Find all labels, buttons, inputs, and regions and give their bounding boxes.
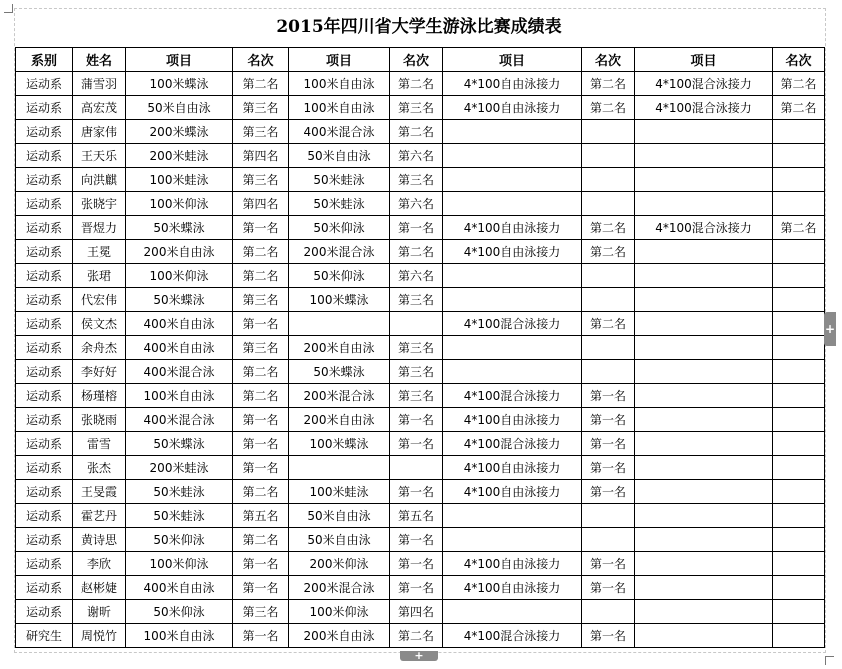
cell-event-2[interactable] — [289, 456, 390, 480]
cell-rank-4[interactable] — [773, 480, 825, 504]
cell-event-4[interactable] — [635, 624, 773, 648]
table-row — [16, 168, 825, 192]
add-row-button[interactable] — [400, 651, 438, 661]
cell-event-4[interactable] — [635, 264, 773, 288]
cell-event-1[interactable]: 50米蝶泳 — [126, 288, 233, 312]
cell-department[interactable]: 运动系 — [16, 384, 73, 408]
cell-name[interactable]: 李欣 — [73, 552, 126, 576]
cell-event-4[interactable] — [635, 480, 773, 504]
cell-event-2[interactable]: 100米自由泳 — [289, 72, 390, 96]
table-row — [16, 480, 825, 504]
cell-rank-2[interactable]: 第一名 — [390, 480, 443, 504]
cell-name[interactable]: 雷雪 — [73, 432, 126, 456]
cell-rank-1[interactable]: 第一名 — [233, 456, 289, 480]
table-row — [16, 624, 825, 648]
cell-event-4[interactable]: 4*100混合泳接力 — [635, 216, 773, 240]
cell-department[interactable]: 运动系 — [16, 120, 73, 144]
cell-rank-2[interactable]: 第二名 — [390, 624, 443, 648]
cell-event-2[interactable]: 100米蛙泳 — [289, 480, 390, 504]
table-row — [16, 336, 825, 360]
cell-rank-2[interactable]: 第一名 — [390, 552, 443, 576]
page-corner-mark — [4, 4, 13, 13]
cell-event-1[interactable]: 50米仰泳 — [126, 600, 233, 624]
cell-name[interactable]: 张晓雨 — [73, 408, 126, 432]
table-row — [16, 216, 825, 240]
cell-rank-3[interactable]: 第一名 — [582, 480, 635, 504]
cell-event-4[interactable] — [635, 504, 773, 528]
cell-event-4[interactable] — [635, 576, 773, 600]
cell-event-2[interactable]: 200米自由泳 — [289, 408, 390, 432]
cell-name[interactable]: 唐家伟 — [73, 120, 126, 144]
cell-department[interactable]: 运动系 — [16, 336, 73, 360]
cell-department[interactable]: 运动系 — [16, 408, 73, 432]
cell-event-4[interactable]: 4*100混合泳接力 — [635, 72, 773, 96]
cell-rank-2[interactable]: 第一名 — [390, 432, 443, 456]
cell-rank-2[interactable]: 第一名 — [390, 576, 443, 600]
cell-event-1[interactable]: 200米蛙泳 — [126, 144, 233, 168]
cell-event-3[interactable]: 4*100混合泳接力 — [443, 384, 582, 408]
cell-rank-2[interactable]: 第一名 — [390, 528, 443, 552]
cell-event-3[interactable]: 4*100自由泳接力 — [443, 576, 582, 600]
cell-event-2[interactable]: 100米蝶泳 — [289, 432, 390, 456]
cell-rank-3[interactable] — [582, 504, 635, 528]
cell-rank-3[interactable]: 第一名 — [582, 408, 635, 432]
cell-event-4[interactable] — [635, 336, 773, 360]
cell-event-1[interactable]: 100米仰泳 — [126, 192, 233, 216]
cell-event-4[interactable] — [635, 192, 773, 216]
cell-department[interactable]: 运动系 — [16, 192, 73, 216]
cell-event-4[interactable] — [635, 168, 773, 192]
cell-event-2[interactable]: 200米混合泳 — [289, 384, 390, 408]
cell-rank-2[interactable]: 第二名 — [390, 240, 443, 264]
table-row — [16, 600, 825, 624]
cell-department[interactable]: 运动系 — [16, 432, 73, 456]
cell-rank-4[interactable]: 第二名 — [773, 96, 825, 120]
table-row — [16, 264, 825, 288]
cell-rank-4[interactable] — [773, 120, 825, 144]
cell-department[interactable]: 运动系 — [16, 288, 73, 312]
cell-event-1[interactable]: 200米蛙泳 — [126, 456, 233, 480]
cell-event-2[interactable]: 50米蝶泳 — [289, 360, 390, 384]
cell-rank-4[interactable] — [773, 312, 825, 336]
cell-event-3[interactable]: 4*100自由泳接力 — [443, 456, 582, 480]
cell-rank-3[interactable]: 第二名 — [582, 72, 635, 96]
cell-department[interactable]: 运动系 — [16, 168, 73, 192]
cell-rank-4[interactable] — [773, 456, 825, 480]
cell-rank-1[interactable]: 第五名 — [233, 504, 289, 528]
table-row — [16, 552, 825, 576]
cell-name[interactable]: 代宏伟 — [73, 288, 126, 312]
cell-event-1[interactable]: 50米蝶泳 — [126, 432, 233, 456]
cell-event-1[interactable]: 100米自由泳 — [126, 384, 233, 408]
cell-rank-2[interactable]: 第五名 — [390, 504, 443, 528]
header-name: 姓名 — [73, 48, 126, 72]
cell-event-3[interactable] — [443, 168, 582, 192]
cell-department[interactable]: 研究生 — [16, 624, 73, 648]
cell-event-1[interactable]: 100米蛙泳 — [126, 168, 233, 192]
cell-rank-4[interactable] — [773, 576, 825, 600]
cell-event-3[interactable] — [443, 600, 582, 624]
cell-rank-4[interactable] — [773, 192, 825, 216]
cell-rank-3[interactable] — [582, 264, 635, 288]
table-row — [16, 240, 825, 264]
cell-event-1[interactable]: 100米仰泳 — [126, 552, 233, 576]
cell-name[interactable]: 余舟杰 — [73, 336, 126, 360]
cell-event-2[interactable]: 100米仰泳 — [289, 600, 390, 624]
cell-rank-3[interactable]: 第二名 — [582, 240, 635, 264]
cell-department[interactable]: 运动系 — [16, 312, 73, 336]
plus-icon: + — [414, 649, 424, 662]
cell-department[interactable]: 运动系 — [16, 576, 73, 600]
cell-event-3[interactable] — [443, 336, 582, 360]
cell-rank-4[interactable] — [773, 288, 825, 312]
cell-rank-4[interactable] — [773, 408, 825, 432]
cell-rank-2[interactable] — [390, 312, 443, 336]
cell-event-1[interactable]: 100米自由泳 — [126, 624, 233, 648]
header-rank-2: 名次 — [390, 48, 443, 72]
header-event-2: 项目 — [289, 48, 390, 72]
cell-name[interactable]: 侯文杰 — [73, 312, 126, 336]
cell-rank-1[interactable]: 第三名 — [233, 120, 289, 144]
cell-rank-3[interactable]: 第二名 — [582, 96, 635, 120]
cell-event-1[interactable]: 400米自由泳 — [126, 312, 233, 336]
cell-rank-2[interactable]: 第六名 — [390, 144, 443, 168]
cell-event-2[interactable]: 50米蛙泳 — [289, 192, 390, 216]
cell-rank-3[interactable] — [582, 336, 635, 360]
cell-rank-1[interactable]: 第四名 — [233, 192, 289, 216]
cell-department[interactable]: 运动系 — [16, 600, 73, 624]
cell-rank-4[interactable] — [773, 240, 825, 264]
cell-event-1[interactable]: 50米仰泳 — [126, 528, 233, 552]
cell-department[interactable]: 运动系 — [16, 504, 73, 528]
cell-name[interactable]: 张珺 — [73, 264, 126, 288]
cell-event-4[interactable] — [635, 240, 773, 264]
cell-department[interactable]: 运动系 — [16, 456, 73, 480]
cell-rank-3[interactable] — [582, 120, 635, 144]
cell-event-4[interactable] — [635, 312, 773, 336]
table-row — [16, 312, 825, 336]
cell-event-2[interactable]: 200米自由泳 — [289, 624, 390, 648]
table-row — [16, 120, 825, 144]
cell-event-3[interactable] — [443, 264, 582, 288]
cell-event-3[interactable]: 4*100自由泳接力 — [443, 408, 582, 432]
cell-event-2[interactable]: 400米混合泳 — [289, 120, 390, 144]
cell-rank-2[interactable]: 第三名 — [390, 168, 443, 192]
cell-event-1[interactable]: 200米蝶泳 — [126, 120, 233, 144]
cell-rank-4[interactable] — [773, 360, 825, 384]
cell-rank-1[interactable]: 第一名 — [233, 624, 289, 648]
cell-rank-1[interactable]: 第二名 — [233, 264, 289, 288]
cell-department[interactable]: 运动系 — [16, 72, 73, 96]
cell-event-3[interactable] — [443, 288, 582, 312]
cell-name[interactable]: 杨瑾榕 — [73, 384, 126, 408]
cell-rank-1[interactable]: 第三名 — [233, 600, 289, 624]
cell-rank-4[interactable] — [773, 528, 825, 552]
cell-event-2[interactable]: 50米自由泳 — [289, 144, 390, 168]
cell-event-3[interactable]: 4*100混合泳接力 — [443, 312, 582, 336]
cell-rank-1[interactable]: 第二名 — [233, 240, 289, 264]
cell-rank-1[interactable]: 第一名 — [233, 552, 289, 576]
cell-event-3[interactable] — [443, 144, 582, 168]
header-department: 系别 — [16, 48, 73, 72]
cell-rank-4[interactable] — [773, 624, 825, 648]
cell-event-4[interactable] — [635, 408, 773, 432]
cell-name[interactable]: 张杰 — [73, 456, 126, 480]
header-event-3: 项目 — [443, 48, 582, 72]
cell-rank-1[interactable]: 第三名 — [233, 288, 289, 312]
cell-rank-2[interactable]: 第三名 — [390, 384, 443, 408]
table-row — [16, 72, 825, 96]
cell-rank-3[interactable] — [582, 288, 635, 312]
cell-event-1[interactable]: 400米自由泳 — [126, 576, 233, 600]
cell-event-3[interactable]: 4*100自由泳接力 — [443, 480, 582, 504]
cell-rank-3[interactable] — [582, 168, 635, 192]
cell-event-4[interactable] — [635, 120, 773, 144]
cell-event-1[interactable]: 200米自由泳 — [126, 240, 233, 264]
cell-name[interactable]: 向洪麒 — [73, 168, 126, 192]
cell-event-4[interactable] — [635, 600, 773, 624]
cell-event-1[interactable]: 400米混合泳 — [126, 360, 233, 384]
cell-name[interactable]: 周悦竹 — [73, 624, 126, 648]
table-row — [16, 360, 825, 384]
cell-rank-2[interactable]: 第三名 — [390, 360, 443, 384]
cell-rank-1[interactable]: 第二名 — [233, 384, 289, 408]
plus-icon: + — [824, 322, 836, 336]
cell-rank-3[interactable]: 第一名 — [582, 624, 635, 648]
table-row — [16, 288, 825, 312]
cell-rank-1[interactable]: 第二名 — [233, 480, 289, 504]
cell-name[interactable]: 李好好 — [73, 360, 126, 384]
cell-event-3[interactable]: 4*100自由泳接力 — [443, 240, 582, 264]
add-column-button[interactable] — [824, 312, 836, 346]
cell-rank-2[interactable]: 第一名 — [390, 216, 443, 240]
cell-event-3[interactable] — [443, 360, 582, 384]
cell-rank-2[interactable]: 第四名 — [390, 600, 443, 624]
cell-event-4[interactable] — [635, 528, 773, 552]
cell-rank-1[interactable]: 第一名 — [233, 312, 289, 336]
cell-name[interactable]: 高宏茂 — [73, 96, 126, 120]
cell-event-2[interactable]: 100米自由泳 — [289, 96, 390, 120]
cell-rank-4[interactable] — [773, 552, 825, 576]
table-row — [16, 504, 825, 528]
cell-rank-2[interactable]: 第一名 — [390, 408, 443, 432]
page-corner-mark — [825, 656, 834, 665]
header-event-1: 项目 — [126, 48, 233, 72]
cell-name[interactable]: 王冕 — [73, 240, 126, 264]
cell-rank-4[interactable] — [773, 144, 825, 168]
cell-rank-4[interactable] — [773, 504, 825, 528]
cell-rank-3[interactable]: 第二名 — [582, 216, 635, 240]
cell-rank-4[interactable] — [773, 600, 825, 624]
cell-event-3[interactable]: 4*100自由泳接力 — [443, 552, 582, 576]
cell-rank-4[interactable] — [773, 336, 825, 360]
cell-event-2[interactable]: 100米蝶泳 — [289, 288, 390, 312]
header-rank-1: 名次 — [233, 48, 289, 72]
cell-event-4[interactable] — [635, 384, 773, 408]
cell-event-3[interactable] — [443, 504, 582, 528]
cell-rank-2[interactable]: 第二名 — [390, 72, 443, 96]
cell-rank-2[interactable]: 第二名 — [390, 120, 443, 144]
cell-name[interactable]: 王旻霞 — [73, 480, 126, 504]
cell-rank-2[interactable]: 第六名 — [390, 264, 443, 288]
cell-event-2[interactable]: 200米混合泳 — [289, 240, 390, 264]
cell-rank-3[interactable] — [582, 192, 635, 216]
table-row — [16, 192, 825, 216]
cell-rank-1[interactable]: 第四名 — [233, 144, 289, 168]
cell-event-3[interactable]: 4*100混合泳接力 — [443, 432, 582, 456]
cell-rank-3[interactable]: 第一名 — [582, 576, 635, 600]
table-row — [16, 432, 825, 456]
cell-event-4[interactable] — [635, 456, 773, 480]
header-row — [16, 48, 825, 72]
cell-event-1[interactable]: 400米混合泳 — [126, 408, 233, 432]
cell-event-2[interactable]: 200米自由泳 — [289, 336, 390, 360]
cell-event-2[interactable]: 50米仰泳 — [289, 264, 390, 288]
table-body — [16, 72, 825, 648]
cell-rank-3[interactable] — [582, 144, 635, 168]
cell-rank-4[interactable] — [773, 168, 825, 192]
cell-event-4[interactable] — [635, 432, 773, 456]
cell-rank-4[interactable]: 第二名 — [773, 216, 825, 240]
cell-name[interactable]: 霍艺丹 — [73, 504, 126, 528]
table-row — [16, 408, 825, 432]
table-row — [16, 456, 825, 480]
cell-department[interactable]: 运动系 — [16, 216, 73, 240]
cell-rank-1[interactable]: 第二名 — [233, 528, 289, 552]
cell-department[interactable]: 运动系 — [16, 240, 73, 264]
table-row — [16, 576, 825, 600]
cell-rank-1[interactable]: 第二名 — [233, 360, 289, 384]
cell-name[interactable]: 谢昕 — [73, 600, 126, 624]
cell-rank-3[interactable] — [582, 360, 635, 384]
cell-event-1[interactable]: 100米蝶泳 — [126, 72, 233, 96]
cell-event-1[interactable]: 50米蛙泳 — [126, 480, 233, 504]
cell-rank-4[interactable] — [773, 432, 825, 456]
cell-department[interactable]: 运动系 — [16, 264, 73, 288]
cell-event-1[interactable]: 50米蝶泳 — [126, 216, 233, 240]
cell-event-2[interactable]: 50米自由泳 — [289, 528, 390, 552]
cell-event-3[interactable]: 4*100自由泳接力 — [443, 96, 582, 120]
cell-rank-1[interactable]: 第三名 — [233, 336, 289, 360]
cell-event-3[interactable]: 4*100自由泳接力 — [443, 72, 582, 96]
cell-event-2[interactable] — [289, 312, 390, 336]
cell-rank-2[interactable]: 第三名 — [390, 96, 443, 120]
cell-event-2[interactable]: 200米混合泳 — [289, 576, 390, 600]
cell-name[interactable]: 王天乐 — [73, 144, 126, 168]
cell-event-2[interactable]: 200米仰泳 — [289, 552, 390, 576]
cell-rank-3[interactable]: 第一名 — [582, 432, 635, 456]
header-rank-4: 名次 — [773, 48, 825, 72]
cell-event-1[interactable]: 50米自由泳 — [126, 96, 233, 120]
cell-event-3[interactable]: 4*100混合泳接力 — [443, 624, 582, 648]
cell-event-3[interactable] — [443, 120, 582, 144]
cell-name[interactable]: 赵彬婕 — [73, 576, 126, 600]
cell-event-2[interactable]: 50米蛙泳 — [289, 168, 390, 192]
cell-event-1[interactable]: 50米蛙泳 — [126, 504, 233, 528]
cell-rank-4[interactable] — [773, 384, 825, 408]
cell-event-4[interactable] — [635, 552, 773, 576]
cell-rank-1[interactable]: 第三名 — [233, 168, 289, 192]
cell-rank-3[interactable]: 第一名 — [582, 552, 635, 576]
cell-rank-4[interactable]: 第二名 — [773, 72, 825, 96]
cell-name[interactable]: 黄诗思 — [73, 528, 126, 552]
cell-event-3[interactable]: 4*100自由泳接力 — [443, 216, 582, 240]
table-row — [16, 384, 825, 408]
cell-event-2[interactable]: 50米自由泳 — [289, 504, 390, 528]
cell-event-4[interactable] — [635, 144, 773, 168]
cell-rank-2[interactable]: 第六名 — [390, 192, 443, 216]
cell-event-3[interactable] — [443, 192, 582, 216]
cell-rank-4[interactable] — [773, 264, 825, 288]
cell-department[interactable]: 运动系 — [16, 360, 73, 384]
cell-rank-1[interactable]: 第一名 — [233, 576, 289, 600]
cell-rank-2[interactable] — [390, 456, 443, 480]
cell-rank-3[interactable]: 第一名 — [582, 384, 635, 408]
table-row — [16, 144, 825, 168]
cell-department[interactable]: 运动系 — [16, 144, 73, 168]
header-event-4: 项目 — [635, 48, 773, 72]
cell-rank-1[interactable]: 第三名 — [233, 96, 289, 120]
cell-department[interactable]: 运动系 — [16, 480, 73, 504]
cell-rank-2[interactable]: 第三名 — [390, 336, 443, 360]
cell-event-4[interactable]: 4*100混合泳接力 — [635, 96, 773, 120]
cell-rank-3[interactable]: 第二名 — [582, 312, 635, 336]
cell-rank-3[interactable] — [582, 600, 635, 624]
table-row — [16, 96, 825, 120]
cell-event-1[interactable]: 400米自由泳 — [126, 336, 233, 360]
cell-event-2[interactable]: 50米仰泳 — [289, 216, 390, 240]
table-title: 2015年四川省大学生游泳比赛成绩表 — [276, 17, 562, 37]
cell-name[interactable]: 晋煜力 — [73, 216, 126, 240]
cell-event-4[interactable] — [635, 288, 773, 312]
cell-rank-1[interactable]: 第一名 — [233, 432, 289, 456]
cell-department[interactable]: 运动系 — [16, 96, 73, 120]
cell-rank-1[interactable]: 第一名 — [233, 216, 289, 240]
cell-department[interactable]: 运动系 — [16, 552, 73, 576]
table-row — [16, 528, 825, 552]
cell-department[interactable]: 运动系 — [16, 528, 73, 552]
cell-event-4[interactable] — [635, 360, 773, 384]
cell-rank-3[interactable]: 第一名 — [582, 456, 635, 480]
cell-name[interactable]: 张晓宇 — [73, 192, 126, 216]
cell-name[interactable]: 蒲雪羽 — [73, 72, 126, 96]
cell-rank-3[interactable] — [582, 528, 635, 552]
cell-rank-2[interactable]: 第三名 — [390, 288, 443, 312]
cell-event-1[interactable]: 100米仰泳 — [126, 264, 233, 288]
results-table — [15, 47, 825, 648]
cell-event-3[interactable] — [443, 528, 582, 552]
cell-rank-1[interactable]: 第二名 — [233, 72, 289, 96]
cell-rank-1[interactable]: 第一名 — [233, 408, 289, 432]
header-rank-3: 名次 — [582, 48, 635, 72]
